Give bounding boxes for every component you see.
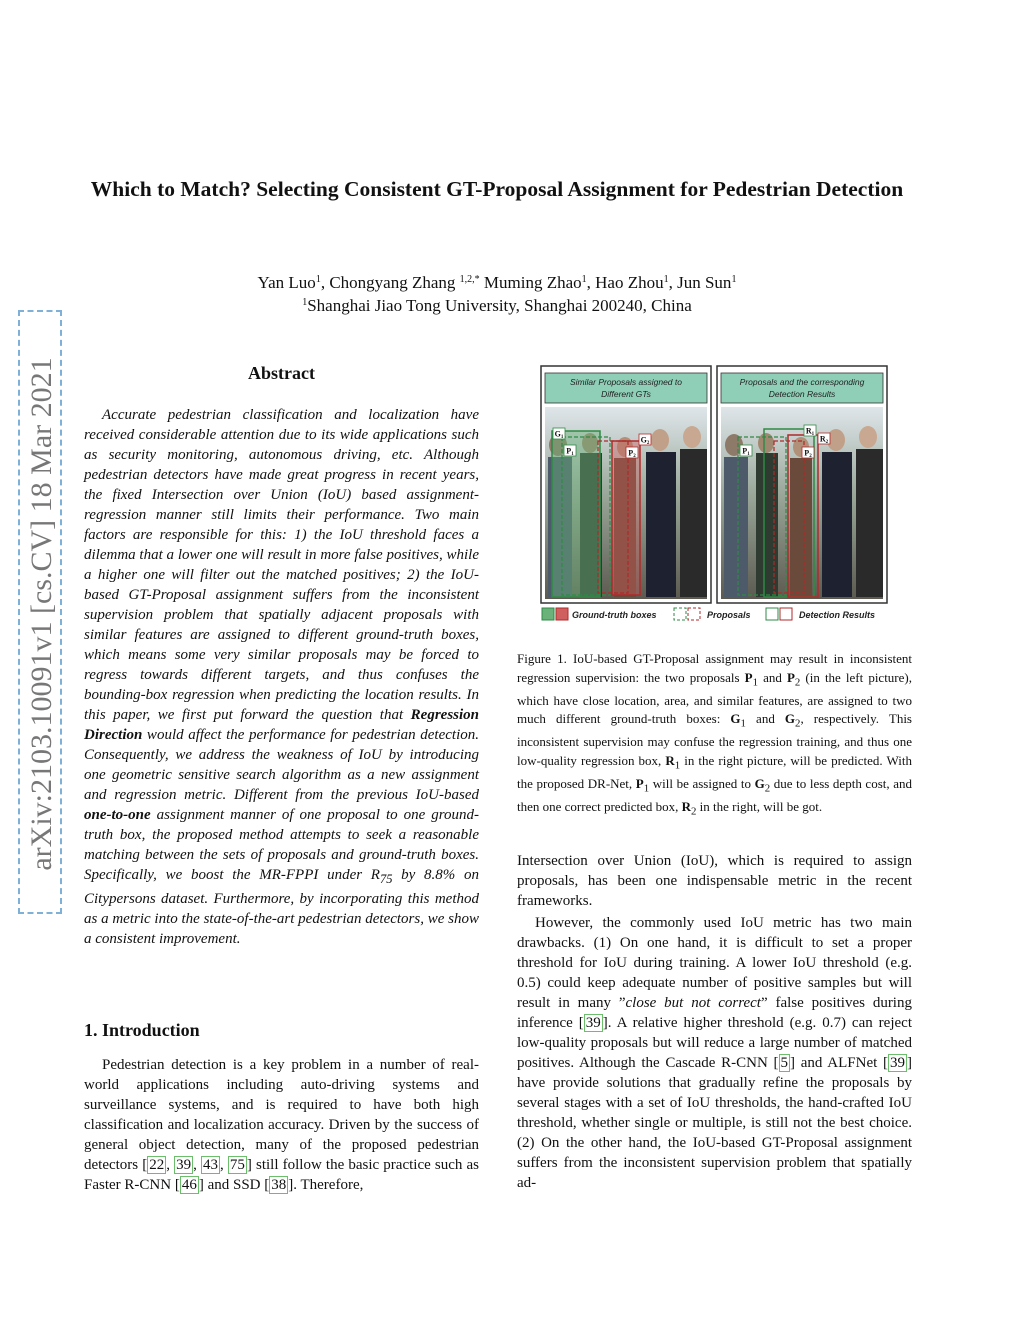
author-list: Yan Luo$^1$, Chongyang Zhang $^{1,2,*}$ Muming Zhao$^1$, Hao Zhou$^1$, Jun Sun$^1$ (257, 273, 737, 292)
section-heading: 1. Introduction (84, 1020, 200, 1040)
paper-title: Which to Match? Selecting Consistent GT-Proposal Assignment for Pedestrian Detection (90, 177, 904, 201)
citation-link[interactable]: 43 (203, 1157, 219, 1173)
right-column-paragraph: Intersection over Union (IoU), which is required to assign proposals, has been one indispensable metric in the recent frameworks. (517, 853, 912, 909)
affiliation: $^1$Shanghai Jiao Tong University, Shanghai 200240, China (302, 296, 692, 315)
citation-link[interactable]: 38 (271, 1177, 287, 1193)
left-panel-title-line2: Different GTs (601, 389, 651, 399)
citation-link[interactable]: 5 (780, 1055, 789, 1071)
author-name: Hao Zhou (595, 273, 664, 292)
citation-link[interactable]: 46 (181, 1177, 197, 1193)
right-panel-title-line1: Proposals and the corresponding (739, 377, 865, 387)
svg-text:G1: G1 (554, 429, 564, 440)
author-name: Yan Luo (257, 273, 316, 292)
author-name: Muming Zhao (483, 273, 582, 292)
bold-phrase: Regression Direction (84, 707, 479, 743)
author-name: Jun Sun (677, 273, 732, 292)
right-column-paragraph: However, the commonly used IoU metric has two main drawbacks. (1) On one hand, it is difficult to set a proper threshold for IoU during training. A lower IoU threshold (e.g. 0.5) could keep adequate number of positive samples but will result in many ”close but not correct” false positives during inference [ 39 ]. A relative higher threshold (e.g. 0.7) can reject low-quality proposals but will reduce a large number of matched positives. Although the Cascade R-CNN [ 5 ] and ALFNet [ 39 ] have provide solutions that gradually refine the proposals by several stages with a set of IoU thresholds, the hand-crafted IoU threshold, whether single or multiple, is still not the best choice. (2) On the other hand, the IoU-based GT-Proposal assignment suffers from the inconsistent supervision problem that spatially ad- (517, 915, 912, 1191)
arxiv-stamp (18, 310, 62, 914)
figure-caption: Figure 1. IoU-based GT-Proposal assignment may result in inconsistent regression supervision: the two proposals $P_1$ and $P_2$ (in the left picture), which have close location, area, and similar features, are assigned to two much different ground-truth boxes: $G_1$ and $G_2$, respectively. This inconsistent supervision may confuse the regression training, and thus one low-quality regression box, $R_1$ in the right picture, will be predicted. With the proposed DR-Net, $P_1$ will be assigned to $G_2$ due to less depth cost, and then one correct predicted box, $R_2$ in the right, will be got. (517, 651, 912, 818)
svg-text:P1: P1 (742, 446, 750, 457)
svg-text:G2: G2 (640, 435, 650, 446)
figure-legend (542, 608, 875, 620)
right-panel (717, 366, 887, 603)
citation-link[interactable]: 39 (176, 1157, 192, 1173)
svg-text:P2: P2 (628, 448, 636, 459)
figure-1 (540, 365, 890, 630)
abstract-body: Accurate pedestrian classification and localization have received considerable attention due to its wide applications such as security monitoring, autonomous driving, etc. Although pedestrian detectors have made great progress in recent years, the fixed Intersection over Union (IoU) based assignment-regression manner still limits their performance. Two main factors are responsible for this: 1) the IoU threshold faces a dilemma that a lower one will result in more false positives, while a higher one will filter out the matched positives; 2) the IoU-based GT-Proposal assignment suffers from the inconsistent supervision problem that spatially adjacent proposals with similar features are assigned to different ground-truth boxes, which means some very similar proposals may be forced to regress towards different targets, and thus confuses the bounding-box regression when predicting the location results. In this paper, we first put forward the question that Regression Direction would affect the performance for pedestrian detection. Consequently, we address the weakness of IoU by introducing one geometric sensitive search algorithm as a new assignment and regression metric. Different from the previous IoU-based one-to-one assignment manner of one proposal to one ground-truth box, the proposed method attempts to seek a reasonable matching between the sets of proposals and ground-truth boxes. Specifically, we boost the MR-FPPI under $R_{75}$ by 8.8% on Citypersons dataset. Furthermore, by incorporating this method as a metric into the state-of-the-art pedestrian detectors, we show a consistent improvement. (84, 407, 479, 947)
legend-detection-results: Detection Results (799, 610, 876, 620)
legend-proposals: Proposals (707, 610, 751, 620)
left-panel (541, 366, 711, 603)
gt-box-g2 (612, 441, 640, 595)
intro-paragraph: Pedestrian detection is a key problem in a number of real-world applications including auto-driving systems and surveillance systems, and is required to have both high classification and localization accuracy. Driven by the success of general object detection, many of the proposed pedestrian detectors [ 22 , 39 , 43 , 75 ] still follow the basic practice such as Faster R-CNN [ 46 ] and SSD [ 38 ]. Therefore, (84, 1057, 480, 1193)
right-panel-title-line2: Detection Results (768, 389, 836, 399)
citation-link[interactable]: 39 (890, 1055, 905, 1071)
abstract-heading: Abstract (248, 363, 315, 383)
svg-text:R1: R1 (805, 426, 815, 437)
arxiv-id-text: arXiv:2103.10091v1 [cs.CV] 18 Mar 2021 (25, 357, 58, 871)
citation-link[interactable]: 22 (149, 1157, 165, 1173)
citation-link[interactable]: 39 (585, 1015, 601, 1031)
svg-text:P2: P2 (804, 448, 812, 459)
author-name: Chongyang Zhang (329, 273, 460, 292)
figure-1-illustration (540, 365, 890, 630)
left-panel-title-line1: Similar Proposals assigned to (570, 377, 682, 387)
svg-text:P1: P1 (566, 446, 574, 457)
citation-link[interactable]: 75 (229, 1157, 245, 1173)
svg-text:R2: R2 (819, 434, 829, 445)
bold-phrase: one-to-one (84, 807, 151, 823)
legend-ground-truth: Ground-truth boxes (572, 610, 657, 620)
